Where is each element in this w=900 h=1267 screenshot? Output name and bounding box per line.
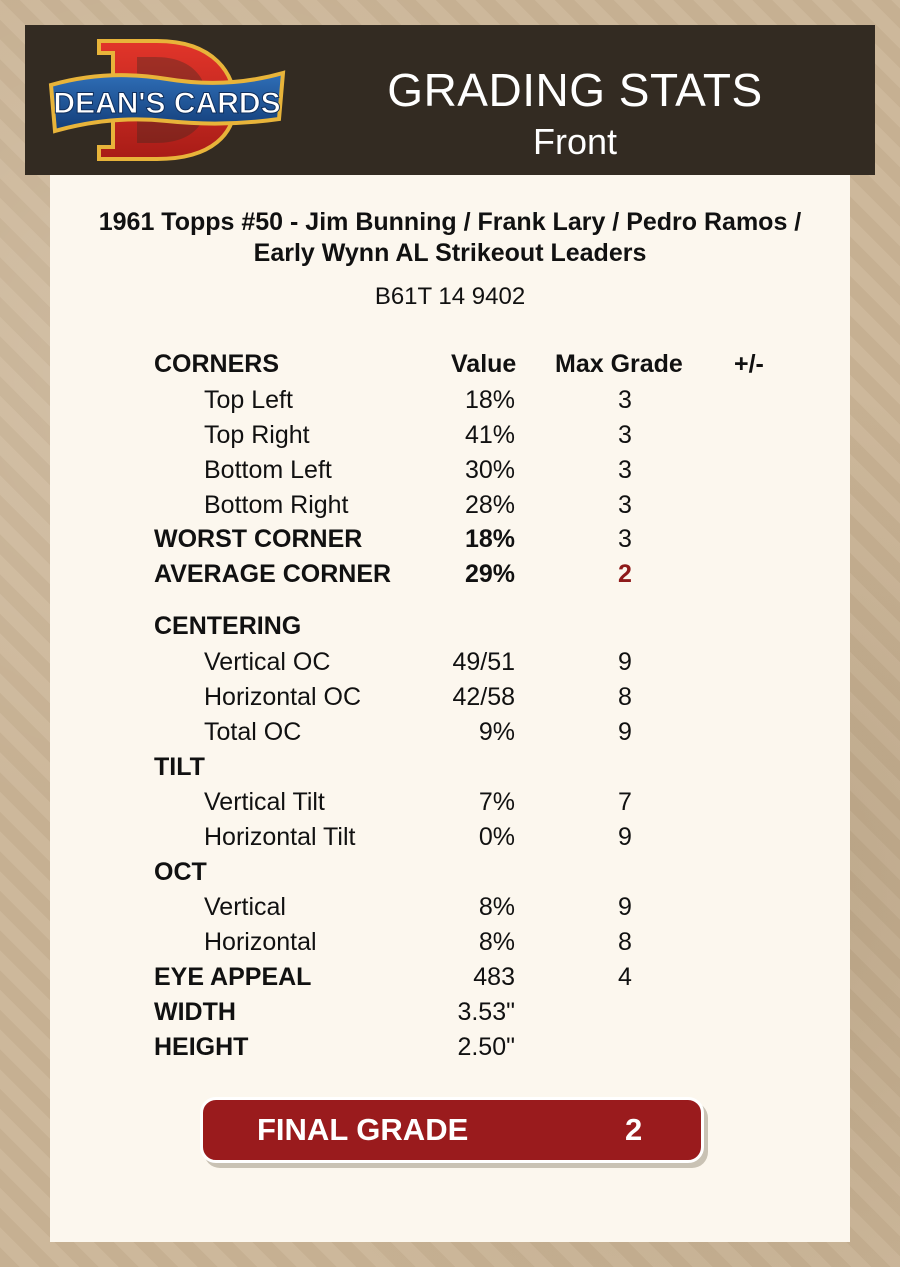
stat-value: 9%: [478, 718, 515, 746]
stat-label: Bottom Left: [204, 456, 332, 484]
stat-row-vertical-tilt: [50, 788, 850, 822]
stat-row-eye-appeal: [50, 963, 850, 997]
centering-header-row: [50, 612, 850, 646]
stat-value: 18%: [464, 525, 515, 553]
stat-row-oct-horizontal: [50, 928, 850, 962]
tilt-heading: TILT: [154, 753, 205, 781]
stat-label: Total OC: [204, 718, 302, 746]
stat-value: 28%: [464, 491, 515, 519]
stat-max-grade: 3: [618, 491, 632, 519]
stat-max-grade: 9: [618, 718, 632, 746]
stat-value: 42/58: [452, 683, 515, 711]
stat-value: 41%: [464, 421, 515, 449]
stat-max-grade: 8: [618, 683, 632, 711]
max-grade-column-header: Max Grade: [555, 350, 683, 378]
stat-value: 29%: [464, 560, 515, 588]
stat-row-width: [50, 998, 850, 1032]
oct-header-row: [50, 858, 850, 892]
stat-row-top-left: [50, 386, 850, 420]
corners-header-row: [50, 350, 850, 384]
stat-label: Horizontal OC: [204, 683, 361, 711]
stat-value: 3.53": [457, 998, 515, 1026]
page-title: GRADING STATS: [387, 64, 763, 116]
logo-text: DEAN'S CARDS: [53, 87, 281, 120]
stat-max-grade: 9: [618, 823, 632, 851]
tilt-header-row: [50, 753, 850, 787]
stat-label: Horizontal: [204, 928, 317, 956]
stat-max-grade: 3: [618, 421, 632, 449]
stat-row-top-right: [50, 421, 850, 455]
stat-row-total-oc: [50, 718, 850, 752]
stat-row-bottom-right: [50, 491, 850, 525]
centering-heading: CENTERING: [154, 612, 302, 640]
final-grade-banner: [200, 1097, 704, 1163]
stat-value: 30%: [464, 456, 515, 484]
stat-value: 483: [473, 963, 515, 991]
stat-value: 0%: [478, 823, 515, 851]
stat-row-average-corner: [50, 560, 850, 594]
page-subtitle: Front: [532, 121, 618, 162]
stat-row-height: [50, 1033, 850, 1067]
stat-row-vertical-oc: [50, 648, 850, 682]
stat-value: 8%: [478, 893, 515, 921]
final-grade-value: 2: [625, 1112, 643, 1147]
stat-max-grade: 9: [618, 648, 632, 676]
header-bar: [25, 25, 875, 175]
stat-label: EYE APPEAL: [154, 963, 312, 991]
stat-label: AVERAGE CORNER: [154, 560, 392, 588]
stat-value: 8%: [478, 928, 515, 956]
stat-row-oct-vertical: [50, 893, 850, 927]
stat-label: Vertical OC: [204, 648, 331, 676]
corners-heading: CORNERS: [154, 350, 280, 378]
cert-number: B61T 14 9402: [374, 283, 526, 310]
stat-value: 49/51: [452, 648, 515, 676]
deans-cards-logo: [47, 35, 287, 165]
stat-label: WIDTH: [154, 998, 236, 1026]
plus-minus-column-header: +/-: [734, 350, 764, 378]
stat-row-worst-corner: [50, 525, 850, 559]
stat-label: Top Left: [204, 386, 293, 414]
stat-max-grade: 9: [618, 893, 632, 921]
stat-label: Top Right: [204, 421, 310, 449]
stat-label: HEIGHT: [154, 1033, 249, 1061]
stat-max-grade: 3: [618, 386, 632, 414]
stat-max-grade: 3: [618, 456, 632, 484]
stat-max-grade: 7: [618, 788, 632, 816]
stat-value: 7%: [478, 788, 515, 816]
stat-label: Horizontal Tilt: [204, 823, 356, 851]
stat-value: 18%: [464, 386, 515, 414]
stats-panel: [50, 175, 850, 1242]
stat-max-grade: 2: [618, 560, 632, 588]
stat-row-horizontal-oc: [50, 683, 850, 717]
stat-max-grade: 8: [618, 928, 632, 956]
stat-value: 2.50": [457, 1033, 515, 1061]
stat-row-horizontal-tilt: [50, 823, 850, 857]
final-grade-label: FINAL GRADE: [257, 1112, 469, 1147]
stat-label: Vertical Tilt: [204, 788, 325, 816]
stat-label: Vertical: [204, 893, 286, 921]
stat-label: WORST CORNER: [154, 525, 363, 553]
stat-max-grade: 3: [618, 525, 632, 553]
oct-heading: OCT: [154, 858, 207, 886]
stat-row-bottom-left: [50, 456, 850, 490]
card-title: 1961 Topps #50 - Jim Bunning / Frank Lary / Pedro Ramos / Early Wynn AL Strikeout Leaders: [98, 208, 802, 267]
value-column-header: Value: [451, 350, 517, 378]
stat-max-grade: 4: [618, 963, 632, 991]
stat-label: Bottom Right: [204, 491, 349, 519]
